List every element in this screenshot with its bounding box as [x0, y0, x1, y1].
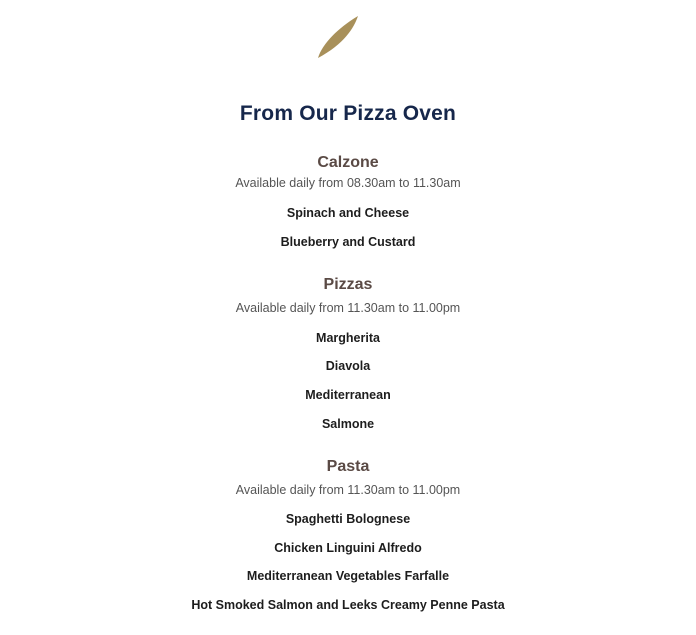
menu-item: Hot Smoked Salmon and Leeks Creamy Penne Pasta [191, 598, 505, 612]
gold-leaf-icon [314, 14, 362, 62]
section-availability-pizzas: Available daily from 11.30am to 11.00pm [235, 301, 461, 315]
menu-item: Salmone [321, 417, 375, 431]
page-title: From Our Pizza Oven [239, 102, 457, 125]
menu-item: Spaghetti Bolognese [285, 512, 411, 526]
section-availability-calzone: Available daily from 08.30am to 11.30am [235, 176, 461, 190]
section-title-pasta: Pasta [326, 458, 370, 475]
menu-item: Chicken Linguini Alfredo [274, 541, 422, 555]
section-title-pizzas: Pizzas [323, 276, 373, 293]
menu-item: Blueberry and Custard [280, 235, 416, 249]
menu-item: Mediterranean Vegetables Farfalle [246, 569, 450, 583]
menu-item: Diavola [325, 359, 371, 373]
section-title-calzone: Calzone [317, 154, 379, 171]
menu-item: Margherita [316, 331, 380, 345]
section-availability-pasta: Available daily from 11.30am to 11.00pm [235, 483, 461, 497]
menu-item: Spinach and Cheese [286, 206, 410, 220]
menu-item: Mediterranean [305, 388, 391, 402]
